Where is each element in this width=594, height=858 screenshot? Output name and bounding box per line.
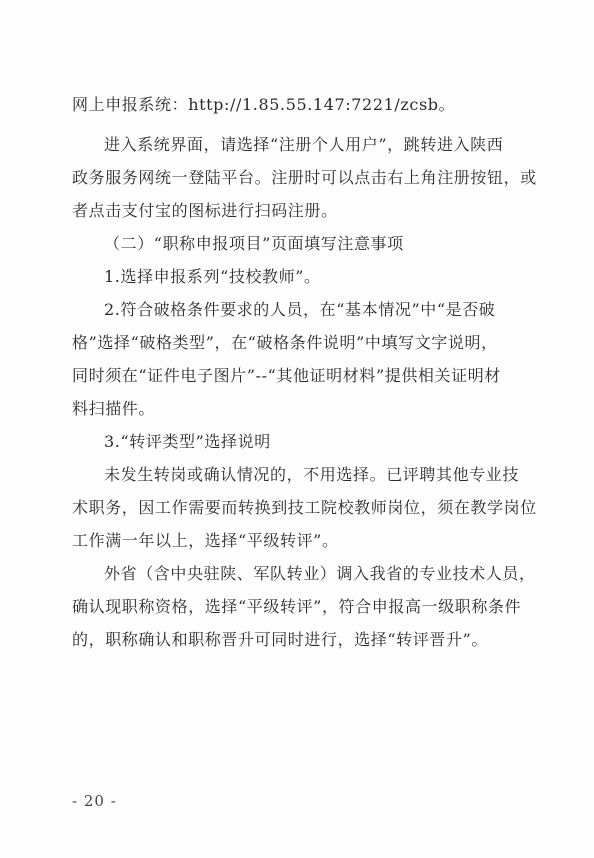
text-line-item-2-cont-3: 料扫描件。 <box>72 399 156 418</box>
section-heading-notes: （二）“职称申报项目”页面填写注意事项 <box>104 234 404 253</box>
text-line-transfer-1: 未发生转岗或确认情况的，不用选择。已评聘其他专业技 <box>104 465 520 484</box>
text-line-enter-system: 进入系统界面，请选择“注册个人用户”，跳转进入陕西 <box>104 135 504 154</box>
text-line-system-url: 网上申报系统：http://1.85.55.147:7221/zcsb。 <box>72 95 456 114</box>
text-line-transfer-3: 工作满一年以上，选择“平级转评”。 <box>72 531 339 550</box>
text-line-other-province-1: 外省（含中央驻陕、军队转业）调入我省的专业技术人员， <box>104 564 536 583</box>
text-line-item-2: 2.符合破格条件要求的人员，在“基本情况”中“是否破 <box>104 300 496 319</box>
text-line-other-province-2: 确认现职称资格，选择“平级转评”，符合申报高一级职称条件 <box>72 597 522 616</box>
page-number: - 20 - <box>72 792 117 810</box>
text-line-item-3: 3.“转评类型”选择说明 <box>104 432 271 451</box>
text-line-transfer-2: 术职务，因工作需要而转换到技工院校教师岗位，须在教学岗位 <box>72 498 537 517</box>
text-line-item-1: 1.选择申报系列“技校教师”。 <box>104 267 321 286</box>
text-line-item-2-cont-1: 格”选择“破格类型”，在“破格条件说明”中填写文字说明， <box>72 333 498 352</box>
text-line-gov-platform: 政务服务网统一登陆平台。注册时可以点击右上角注册按钮，或 <box>72 168 537 187</box>
text-line-item-2-cont-2: 同时须在“证件电子图片”--“其他证明材料”提供相关证明材 <box>72 366 501 385</box>
text-line-other-province-3: 的，职称确认和职称晋升可同时进行，选择“转评晋升”。 <box>72 630 488 649</box>
text-line-alipay: 者点击支付宝的图标进行扫码注册。 <box>72 201 338 220</box>
